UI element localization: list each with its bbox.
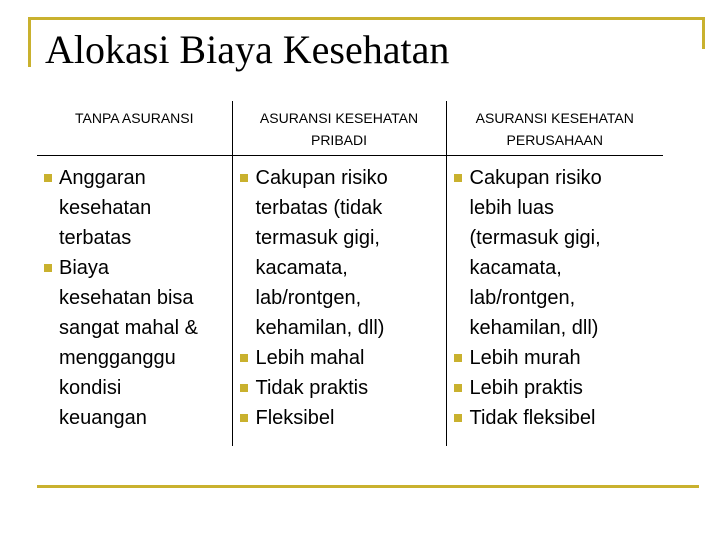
square-bullet-icon bbox=[454, 414, 462, 422]
list-item-continued bbox=[453, 313, 660, 343]
list-item-continued bbox=[453, 223, 660, 253]
list-item-continued bbox=[239, 283, 442, 313]
bullet-list bbox=[453, 163, 660, 433]
bullet-list bbox=[239, 163, 442, 433]
item-line: Lebih praktis bbox=[469, 377, 583, 399]
item-line: mengganggu bbox=[59, 347, 176, 369]
item-line: kehamilan, dll) bbox=[255, 317, 385, 339]
item-line: terbatas (tidak bbox=[255, 197, 383, 219]
list-item-continued bbox=[239, 253, 442, 283]
square-bullet-icon bbox=[44, 174, 52, 182]
square-bullet-icon bbox=[240, 354, 248, 362]
item-line: Tidak praktis bbox=[255, 377, 369, 399]
list-item-continued bbox=[453, 283, 660, 313]
square-bullet-icon bbox=[454, 174, 462, 182]
list-item bbox=[43, 163, 228, 193]
footer-line bbox=[37, 485, 699, 488]
item-line: lab/rontgen, bbox=[469, 287, 576, 309]
list-item bbox=[43, 253, 228, 283]
header-line: PRIBADI bbox=[310, 132, 367, 148]
item-line: kacamata, bbox=[469, 257, 562, 279]
list-item-continued bbox=[43, 373, 228, 403]
square-bullet-icon bbox=[240, 414, 248, 422]
item-line: lab/rontgen, bbox=[255, 287, 362, 309]
list-item-continued bbox=[239, 223, 442, 253]
list-item-continued bbox=[239, 193, 442, 223]
list-item bbox=[239, 373, 442, 403]
list-item bbox=[239, 163, 442, 193]
item-line: Fleksibel bbox=[255, 407, 335, 429]
header-line: ASURANSI KESEHATAN bbox=[475, 110, 634, 126]
bullet-list bbox=[43, 163, 228, 433]
list-item-continued bbox=[239, 313, 442, 343]
header-line: TANPA ASURANSI bbox=[74, 110, 194, 126]
item-line: sangat mahal & bbox=[59, 317, 198, 339]
list-item-continued bbox=[43, 223, 228, 253]
list-item-continued bbox=[43, 403, 228, 433]
list-item bbox=[239, 403, 442, 433]
square-bullet-icon bbox=[240, 384, 248, 392]
item-line: kacamata, bbox=[255, 257, 348, 279]
list-item-continued bbox=[43, 283, 228, 313]
column-header-tanpa-asuransi bbox=[37, 101, 232, 156]
frame-left-line bbox=[28, 17, 31, 67]
header-row bbox=[37, 101, 663, 156]
list-item-continued bbox=[43, 193, 228, 223]
list-item-continued bbox=[453, 193, 660, 223]
item-line: kesehatan bbox=[59, 197, 152, 219]
item-line: Cakupan risiko bbox=[255, 167, 388, 189]
item-line: kesehatan bisa bbox=[59, 287, 194, 309]
list-item bbox=[453, 373, 660, 403]
list-item bbox=[453, 163, 660, 193]
item-line: Biaya bbox=[59, 257, 110, 279]
column-tanpa-asuransi bbox=[37, 156, 232, 446]
item-line: Cakupan risiko bbox=[469, 167, 602, 189]
column-header-asuransi-pribadi bbox=[232, 101, 446, 156]
item-line: terbatas bbox=[59, 227, 132, 249]
frame-top-line bbox=[28, 17, 705, 20]
column-asuransi-pribadi bbox=[232, 156, 446, 446]
list-item bbox=[453, 343, 660, 373]
item-line: Lebih mahal bbox=[255, 347, 365, 369]
item-line: Anggaran bbox=[59, 167, 146, 189]
comparison-table bbox=[37, 101, 663, 446]
square-bullet-icon bbox=[454, 354, 462, 362]
list-item bbox=[239, 343, 442, 373]
slide-title: Alokasi Biaya Kesehatan bbox=[45, 27, 450, 72]
content-row bbox=[37, 156, 663, 446]
header-line: PERUSAHAAN bbox=[506, 132, 603, 148]
column-asuransi-perusahaan bbox=[446, 156, 663, 446]
item-line: lebih luas bbox=[469, 197, 555, 219]
item-line: keuangan bbox=[59, 407, 147, 429]
item-line: kondisi bbox=[59, 377, 122, 399]
frame-right-line bbox=[702, 17, 705, 49]
header-line: ASURANSI KESEHATAN bbox=[259, 110, 419, 126]
item-line: Tidak fleksibel bbox=[469, 407, 596, 429]
item-line: termasuk gigi, bbox=[255, 227, 380, 249]
square-bullet-icon bbox=[454, 384, 462, 392]
list-item-continued bbox=[43, 343, 228, 373]
square-bullet-icon bbox=[44, 264, 52, 272]
list-item-continued bbox=[43, 313, 228, 343]
item-line: Lebih murah bbox=[469, 347, 581, 369]
column-header-asuransi-perusahaan bbox=[446, 101, 663, 156]
item-line: kehamilan, dll) bbox=[469, 317, 599, 339]
list-item bbox=[453, 403, 660, 433]
square-bullet-icon bbox=[240, 174, 248, 182]
list-item-continued bbox=[453, 253, 660, 283]
item-line: (termasuk gigi, bbox=[469, 227, 601, 249]
